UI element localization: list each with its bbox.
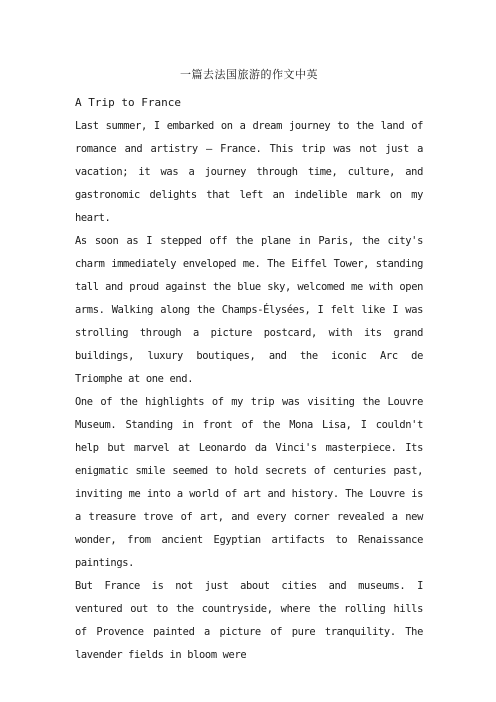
paragraph-louvre: One of the highlights of my trip was visiting the Louvre Museum. Standing in front of the Mona Lisa, I couldn't help but marvel at Leonardo da Vinci's masterpiece. Its enigmatic smile seemed to hold secrets of centuries past, inviting me into a world of art and history. The Louvre is a treasure trove of art, and every corner revealed a new wonder, from ancient Egyptian artifacts to Renaissance paintings.: [75, 396, 423, 569]
document-page: [75, 66, 423, 667]
essay-title: A Trip to France: [75, 96, 181, 109]
paragraph-intro: Last summer, I embarked on a dream journey to the land of romance and artistry – France. This trip was not just a vacation; it was a journey through time, culture, and gastronomic delights that left an indelible mark on my heart.: [75, 120, 423, 224]
document-title: 一篇去法国旅游的作文中英: [180, 68, 318, 81]
paragraph-paris: As soon as I stepped off the plane in Paris, the city's charm immediately enveloped me. The Eiffel Tower, standing tall and proud against the blue sky, welcomed me with open arms. Walking along the Champs-Élysées, I felt like I was strolling through a picture postcard, with its grand buildings, luxury boutiques, and the iconic Arc de Triomphe at one end.: [75, 235, 423, 385]
paragraph-countryside: But France is not just about cities and museums. I ventured out to the countryside, where the rolling hills of Provence painted a picture of pure tranquility. The lavender fields in bloom were: [75, 580, 423, 661]
